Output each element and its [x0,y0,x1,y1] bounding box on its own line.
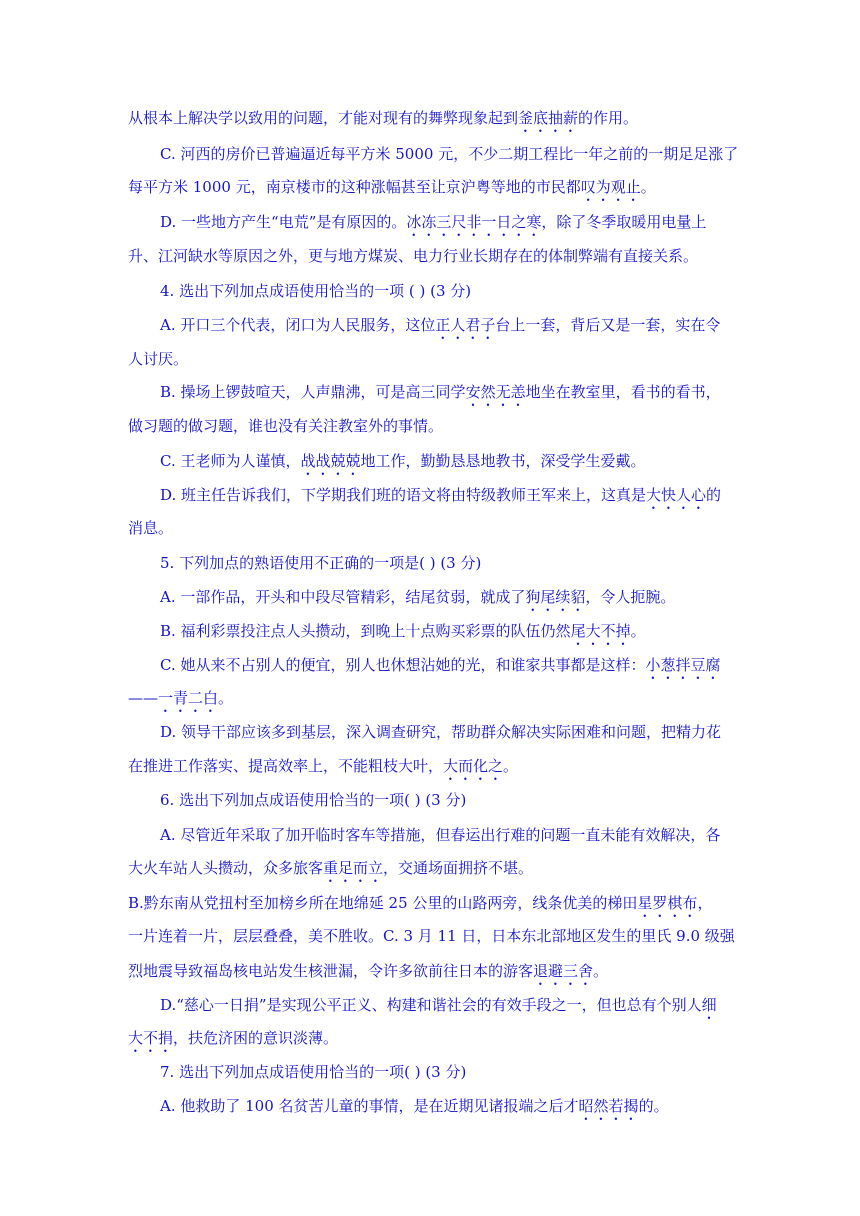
text-line [160,1096,669,1124]
text-segment: 。 [593,962,609,980]
text-segment: A. 一部作品，开头和中段尽管精彩，结尾贫弱，就成了 [160,588,526,606]
text-segment: 的 [706,486,722,504]
text-segment: 6. 选出下列加点成语使用恰当的一项( ) (3 分) [160,791,467,809]
text-segment: A. 他救助了 100 名贫苦儿童的事情，是在近期见诸报端之后才 [160,1097,579,1115]
text-segment: B.黔东南从党扭村至加榜乡所在地绵延 25 公里的山路两旁，线条优美的梯田 [128,894,638,912]
text-segment: D. 一些地方产生“电荒”是有原因的。 [160,213,407,231]
text-segment: 7. 选出下列加点成语使用恰当的一项( ) (3 分) [160,1063,467,1081]
text-segment: D. 班主任告诉我们，下学期我们班的语文将由特级教师王军来上，这真是 [160,486,647,504]
dotted-idiom: 正人君子 [435,316,496,334]
text-line [128,961,608,989]
text-line [160,485,721,513]
text-line [160,825,720,845]
text-segment: 5. 下列加点的熟语使用不正确的一项是( ) (3 分) [160,554,482,572]
dotted-idiom: 大快人心 [646,486,707,504]
text-segment: D.“慈心一日捐”是实现公平正义、构建和谐社会的有效手段之一，但也总有个别人 [160,996,702,1014]
text-segment: 做习题的做习题，谁也没有关注教室外的事情。 [128,417,444,435]
text-line [160,281,471,301]
text-segment: ，令人扼腕。 [585,588,676,606]
dotted-idiom: 战战兢兢 [300,452,361,470]
text-line [160,722,721,742]
text-segment: 。 [503,757,519,775]
dotted-idiom: 安然无恙 [465,383,526,401]
text-segment: 。 [218,689,234,707]
text-line [128,1028,338,1056]
text-line [160,212,706,240]
text-segment: 4. 选出下列加点成语使用恰当的一项 ( ) (3 分) [160,282,472,300]
dotted-idiom: 小葱拌豆腐 [645,656,721,674]
text-line [160,995,717,1023]
text-line [128,349,188,369]
text-segment: 一片连着一片，层层叠叠，美不胜收。C. 3 月 11 日，日本东北部地区发生的里氏 9.0 级强 [128,927,735,945]
text-line [128,246,698,266]
dotted-idiom: 退避三舍 [533,962,594,980]
dotted-idiom: ——一青二白 [128,689,219,707]
dotted-idiom: 尾大不掉 [570,622,631,640]
text-segment: A. 尽管近年采取了加开临时客车等措施，但春运出行难的问题一直未能有效解决，各 [160,826,721,844]
text-segment: ，交通场面拥挤不堪。 [383,859,534,877]
dotted-idiom: 狗尾续貂 [525,588,586,606]
text-line [160,790,466,810]
text-line [128,416,443,436]
text-segment: D. 领导干部应该多到基层，深入调查研究，帮助群众解决实际困难和问题，把精力花 [160,723,722,741]
text-line [128,756,518,784]
text-segment: 人讨厌。 [128,350,189,368]
text-line [128,688,233,716]
text-line [160,621,646,649]
text-line [128,926,735,946]
dotted-idiom: 大而化之 [443,757,504,775]
text-segment: C. 王老师为人谨慎， [160,452,301,470]
dotted-idiom: 星罗棋布 [637,894,698,912]
text-segment: 消息。 [128,519,174,537]
text-segment: 烈地震导致福岛核电站发生核泄漏，令许多欲前往日本的游客 [128,962,534,980]
text-segment: 每平方米 1000 元，南京楼市的这种涨幅甚至让京沪粤等地的市民都 [128,178,581,196]
dotted-idiom: 昭然若揭 [578,1097,639,1115]
text-line [160,315,720,343]
text-line [160,451,646,479]
text-segment: 在推进工作落实、提高效率上，不能粗枝大叶， [128,757,444,775]
text-segment: 。 [640,178,656,196]
text-segment: B. 操场上锣鼓喧天，人声鼎沸，可是高三同学 [160,383,466,401]
text-line [128,893,712,921]
text-segment: ，扶危济困的意识淡薄。 [173,1029,339,1047]
text-segment: 。 [630,622,646,640]
text-line [128,108,638,136]
text-segment: 的作用。 [578,109,639,127]
text-segment: 从根本上解决学以致用的问题，才能对现有的舞弊现象起到 [128,109,519,127]
text-segment: 地工作，勤勤恳恳地教书，深受学生爱戴。 [360,452,646,470]
text-segment: B. 福利彩票投注点人头攒动，到晚上十点购买彩票的队伍仍然 [160,622,571,640]
text-segment: 台上一套，背后又是一套，实在令 [495,316,721,334]
text-line [128,858,533,886]
text-line [160,382,721,410]
text-segment: C. 河西的房价已普遍逼近每平方米 5000 元，不少二期工程比一年之前的一期足足涨了 [160,145,739,163]
text-segment: C. 她从来不占别人的便宜，别人也休想沾她的光，和谁家共事都是这样： [160,656,646,674]
text-line [160,144,738,164]
text-segment: 地坐在教室里，看书的看书， [525,383,721,401]
dotted-idiom: 冰冻三尺非一日之寒 [406,213,542,231]
text-line [128,177,656,205]
dotted-idiom: 细 [701,996,717,1014]
text-line [160,587,675,615]
text-line [160,1062,466,1082]
text-line [160,553,481,573]
text-segment: 升、江河缺水等原因之外，更与地方煤炭、电力行业长期存在的体制弊端有直接关系。 [128,247,699,265]
dotted-idiom: 釜底抽薪 [518,109,579,127]
text-line [160,655,721,683]
dotted-idiom: 大不捐 [128,1029,174,1047]
text-segment: 的。 [638,1097,669,1115]
text-segment: 大火车站人头攒动，众多旅客 [128,859,324,877]
text-segment: ， [697,894,713,912]
dotted-idiom: 重足而立 [323,859,384,877]
text-line [128,518,173,538]
text-segment: ，除了冬季取暖用电量上 [541,213,707,231]
dotted-idiom: 叹为观止 [580,178,641,196]
text-segment: A. 开口三个代表，闭口为人民服务，这位 [160,316,436,334]
